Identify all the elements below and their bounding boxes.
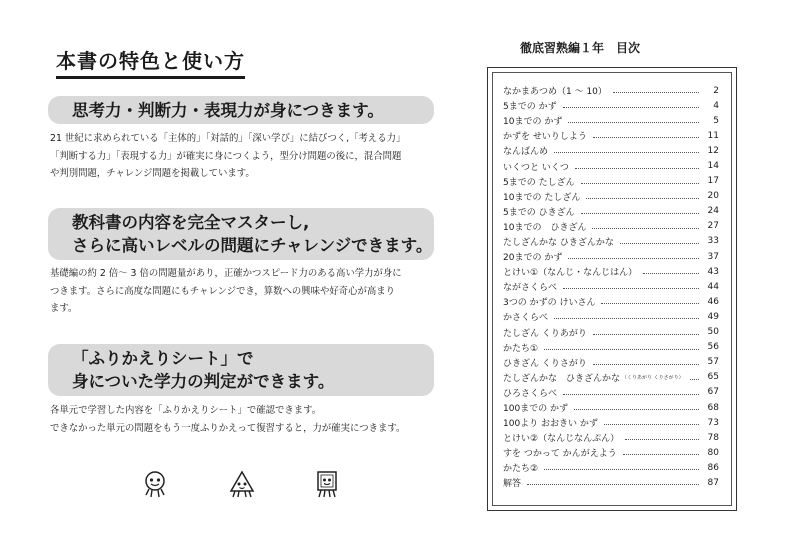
toc-item-label: かさくらべ	[503, 313, 549, 324]
toc-leader-dots	[623, 453, 699, 455]
toc-item-page: 2	[713, 85, 719, 96]
toc-item-label: ながさくらべ	[503, 283, 558, 294]
feature-body-line: 「判断する力」「表現する力」が確実に身につくよう，型分け問題の後に，混合問題	[50, 150, 402, 162]
toc-leader-dots	[581, 212, 699, 214]
feature-heading-3	[48, 344, 434, 396]
toc-item-label: たしざん くりあがり	[503, 328, 587, 339]
toc-leader-dots	[574, 408, 699, 410]
toc-item[interactable]	[503, 83, 719, 98]
feature-body-line: つきます。さらに高度な問題にもチャレンジでき，算数への興味や好奇心が高まり	[50, 285, 396, 297]
toc-leader-dots	[613, 91, 699, 93]
toc-item[interactable]	[503, 430, 719, 445]
toc-item[interactable]	[503, 264, 719, 279]
toc-item-label: 5までの ひきざん	[503, 207, 575, 218]
toc-leader-dots	[575, 167, 699, 169]
toc-item[interactable]	[503, 294, 719, 309]
toc-item-label: なかまあつめ（1 ～ 10）	[503, 87, 607, 98]
toc-leader-dots	[620, 242, 699, 244]
toc-item[interactable]	[503, 370, 719, 385]
toc-item[interactable]	[503, 158, 719, 173]
toc-item-label: 5までの たしざん	[503, 177, 575, 188]
toc-item-label: 10までの ひきざん	[503, 222, 587, 233]
feature-body-line: や判別問題，チャレンジ問題を掲載しています。	[50, 168, 255, 179]
toc-item[interactable]	[503, 204, 719, 219]
toc-leader-dots	[568, 121, 699, 123]
toc-item[interactable]	[503, 325, 719, 340]
toc-item-page: 12	[707, 145, 719, 156]
feature-body-line: 基礎編の約 2 倍～ 3 倍の問題量があり，正確かつスピード力のある高い学力が身に	[50, 268, 402, 279]
toc-item[interactable]	[503, 249, 719, 264]
feature-body-1	[50, 130, 442, 183]
toc-item-page: 27	[707, 221, 719, 232]
toc-item-label: かずを せいりしよう	[503, 132, 587, 143]
toc-leader-dots	[563, 287, 699, 289]
toc-item-page: 87	[707, 477, 719, 488]
toc-item-label: とけい①（なんじ・なんじはん）	[503, 268, 638, 279]
toc-item-page: 78	[707, 432, 719, 443]
toc-item[interactable]	[503, 415, 719, 430]
toc-item[interactable]	[503, 475, 719, 490]
toc-leader-dots	[593, 136, 699, 138]
toc-item-page: 56	[707, 342, 719, 353]
toc-item[interactable]	[503, 128, 719, 143]
toc-item-label: とけい②（なんじなんぷん）	[503, 434, 620, 445]
toc-item[interactable]	[503, 98, 719, 113]
toc-item-label: たしざんかな ひきざんかな	[503, 237, 614, 248]
toc-leader-dots	[593, 363, 699, 365]
toc-item[interactable]	[503, 219, 719, 234]
round-mascot-icon	[142, 470, 168, 498]
toc-item-label: 20までの かず	[503, 253, 563, 264]
toc-item-label: 100までの かず	[503, 404, 569, 415]
toc-item-page: 11	[707, 130, 719, 141]
toc-item-page: 5	[713, 115, 719, 126]
toc-item-page: 68	[707, 402, 719, 413]
toc-item-label: 10までの たしざん	[503, 192, 581, 203]
page-title: 本書の特色と使い方	[56, 45, 245, 79]
toc-leader-dots	[601, 302, 699, 304]
toc-item[interactable]	[503, 234, 719, 249]
toc-item-page: 17	[707, 176, 719, 187]
toc-item-label: 解答	[503, 479, 522, 490]
feature-body-line: 各単元で学習した内容を「ふりかえりシート」で確認できます。	[50, 405, 322, 416]
toc-item-label: たしざんかな ひきざんかな	[503, 373, 621, 384]
toc-item-page: 73	[707, 417, 719, 428]
toc-item[interactable]	[503, 174, 719, 189]
toc-leader-dots	[581, 182, 699, 184]
toc-item[interactable]	[503, 385, 719, 400]
toc-item-page: 14	[707, 161, 719, 172]
toc-item[interactable]	[503, 279, 719, 294]
toc-item-page: 46	[707, 296, 719, 307]
toc-leader-dots	[527, 483, 699, 485]
toc-leader-dots	[593, 333, 699, 335]
toc-item[interactable]	[503, 143, 719, 158]
toc-item-page: 37	[707, 251, 719, 262]
feature-heading-1	[48, 96, 434, 124]
toc-item[interactable]	[503, 189, 719, 204]
feature-heading-line: さらに高いレベルの問題にチャレンジできます。	[72, 236, 433, 255]
toc-item-label: なんばんめ	[503, 147, 549, 158]
toc-leader-dots	[568, 257, 699, 259]
toc-item-label: ひろさくらべ	[503, 388, 558, 399]
feature-body-line: ます。	[50, 303, 78, 314]
toc-item-page: 44	[707, 281, 719, 292]
toc-item-label: かたち②	[503, 464, 539, 475]
toc-leader-dots	[554, 151, 699, 153]
toc-item-page: 24	[707, 206, 719, 217]
toc-item-label: かたち①	[503, 343, 539, 354]
toc-leader-dots	[544, 468, 699, 470]
toc-leader-dots	[563, 393, 699, 395]
toc-item[interactable]	[503, 400, 719, 415]
feature-heading-line: 思考力・判断力・表現力が身につきます。	[72, 100, 384, 120]
toc-item-page: 43	[707, 266, 719, 277]
toc-item-label: 100より おおきい かず	[503, 419, 598, 430]
toc-item-label: 5までの かず	[503, 102, 557, 113]
toc-leader-dots	[554, 317, 699, 319]
toc-item[interactable]	[503, 340, 719, 355]
triangle-mascot-icon	[229, 470, 255, 498]
toc-item[interactable]	[503, 460, 719, 475]
toc-item-label: すを つかって かんがえよう	[503, 449, 617, 460]
feature-body-2	[50, 265, 442, 318]
square-mascot-icon	[314, 470, 340, 498]
toc-item-label: 3つの かずの けいさん	[503, 298, 596, 309]
toc-leader-dots	[563, 106, 699, 108]
toc-item-page: 49	[707, 311, 719, 322]
toc-item-page: 80	[707, 447, 719, 458]
toc-heading: 徹底習熟編１年 目次	[520, 41, 641, 55]
toc-leader-dots	[643, 272, 699, 274]
toc-item-label: 10までの かず	[503, 117, 563, 128]
toc-item-page: 50	[707, 327, 719, 338]
toc-item[interactable]	[503, 309, 719, 324]
toc-item[interactable]	[503, 355, 719, 370]
feature-body-3	[50, 402, 442, 437]
toc-item-page: 67	[707, 387, 719, 398]
toc-leader-dots	[592, 227, 699, 229]
toc-leader-dots	[544, 348, 699, 350]
toc-item[interactable]	[503, 113, 719, 128]
toc-item-page: 86	[707, 462, 719, 473]
toc-list	[503, 83, 719, 491]
toc-item-page: 4	[713, 100, 719, 111]
feature-heading-line: 教科書の内容を完全マスターし,	[72, 213, 310, 232]
toc-item-label: いくつと いくつ	[503, 162, 569, 173]
toc-item-note: （くりあがり くりさがり）	[622, 374, 684, 381]
toc-item-label: ひきざん くりさがり	[503, 358, 587, 369]
toc-item-page: 65	[707, 372, 719, 383]
feature-heading-line: 「ふりかえりシート」で	[72, 349, 254, 368]
toc-leader-dots	[690, 378, 699, 380]
feature-body-line: できなかった単元の問題をもう一度ふりかえって復習すると，力が確実につきます。	[50, 422, 406, 434]
toc-item[interactable]	[503, 445, 719, 460]
feature-body-line: 21 世紀に求められている「主体的」「対話的」「深い学び」に結びつく,「考える力」	[50, 133, 406, 144]
toc-item-page: 57	[707, 357, 719, 368]
toc-leader-dots	[604, 423, 699, 425]
toc-leader-dots	[625, 438, 699, 440]
toc-item-page: 33	[707, 236, 719, 247]
toc-leader-dots	[586, 197, 699, 199]
feature-heading-line: 身についた学力の判定ができます。	[72, 372, 335, 391]
toc-item-page: 20	[707, 191, 719, 202]
feature-heading-2	[48, 208, 434, 260]
